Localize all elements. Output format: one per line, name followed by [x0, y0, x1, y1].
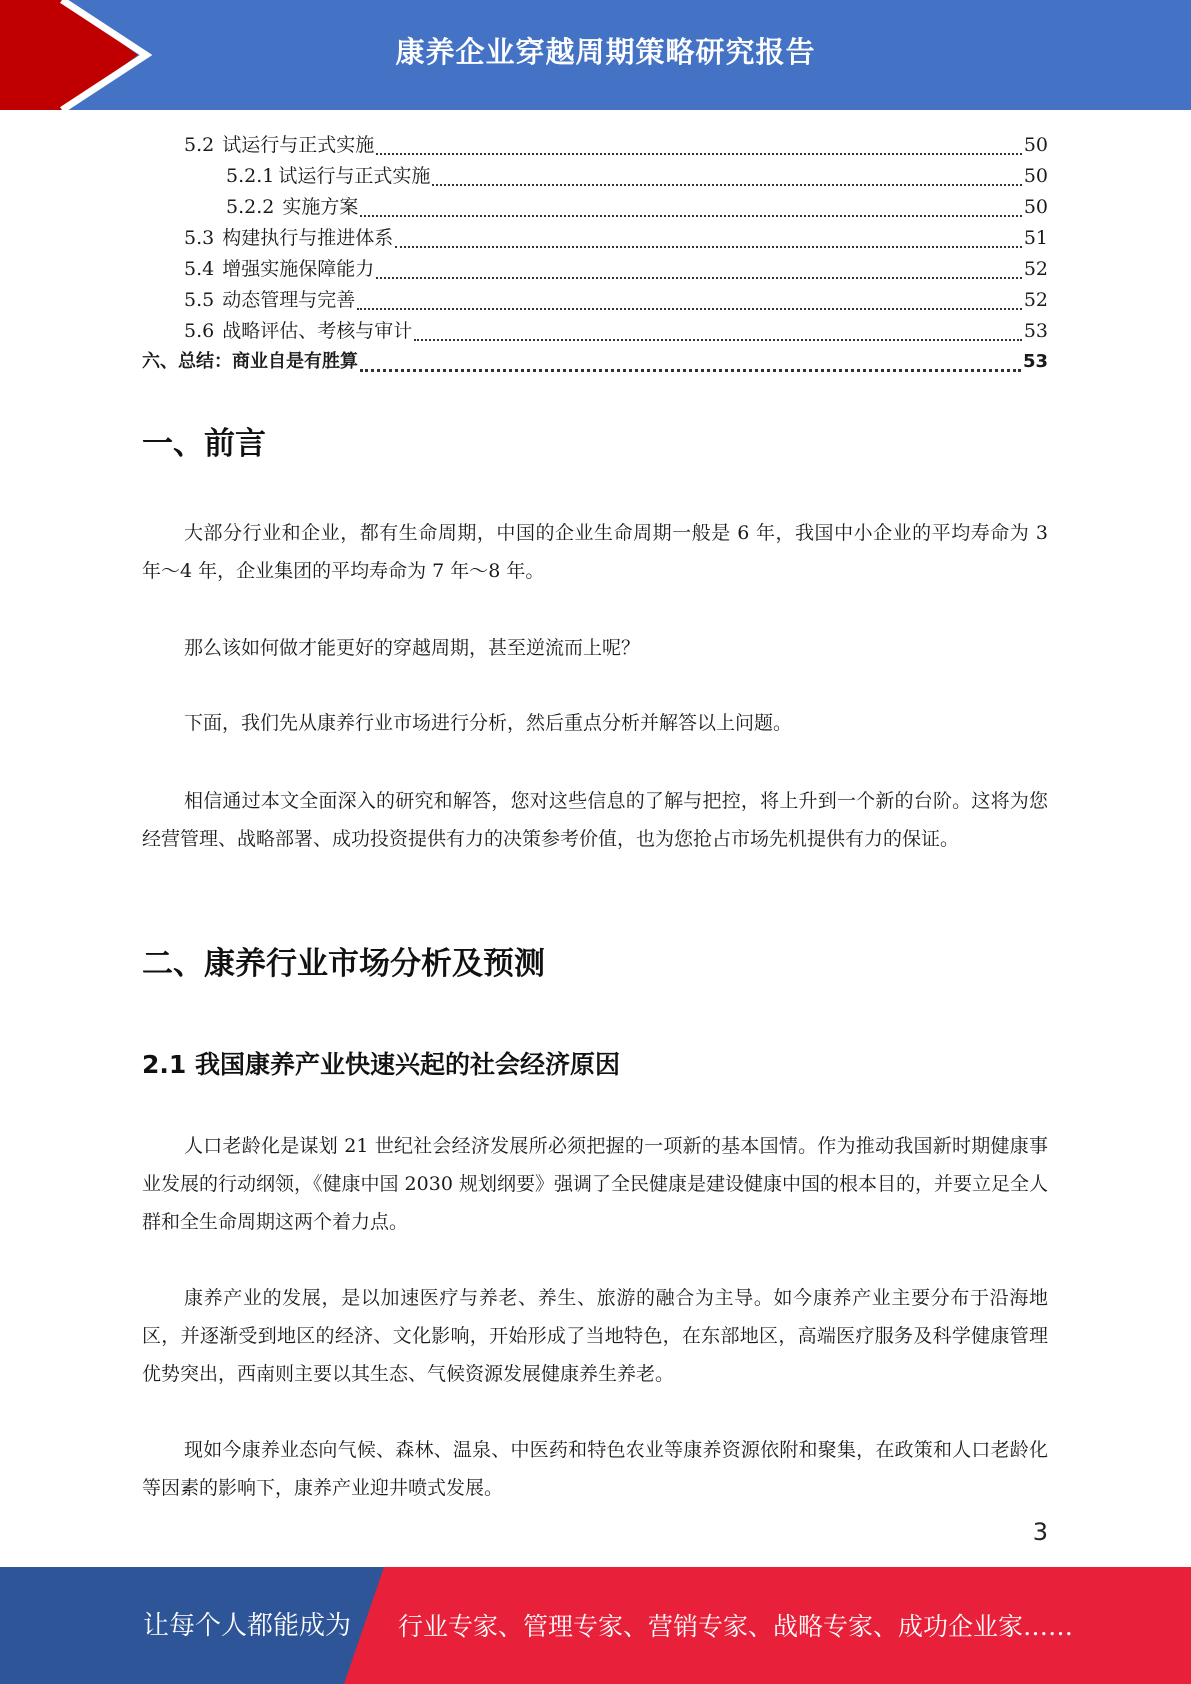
section-heading: 一、前言	[142, 426, 266, 462]
toc-entry[interactable]	[142, 254, 1048, 285]
toc-label: 战略评估、考核与审计	[222, 320, 413, 342]
toc-page: 50	[1023, 134, 1048, 156]
toc-page: 50	[1023, 165, 1048, 187]
body-paragraph: 下面，我们先从康养行业市场进行分析，然后重点分析并解答以上问题。	[184, 712, 793, 734]
toc-number: 5.2.2	[226, 196, 275, 218]
toc-page: 50	[1023, 196, 1048, 218]
toc-number: 5.2	[184, 134, 215, 156]
toc-entry[interactable]	[142, 285, 1048, 316]
section-heading: 二、康养行业市场分析及预测	[142, 946, 545, 982]
toc-leader	[360, 369, 1021, 372]
page-footer	[0, 1567, 1191, 1684]
body-paragraph: 那么该如何做才能更好的穿越周期，甚至逆流而上呢？	[184, 637, 641, 659]
toc-leader	[395, 246, 1022, 248]
toc-label: 试运行与正式实施	[222, 134, 375, 156]
toc-page: 52	[1023, 289, 1048, 311]
toc-entry[interactable]	[142, 130, 1048, 161]
toc-number: 5.6	[184, 320, 215, 342]
toc-leader	[357, 308, 1022, 310]
toc-entry[interactable]	[142, 161, 1048, 192]
toc-number: 5.2.1	[226, 165, 275, 187]
footer-slogan-right: 行业专家、管理专家、营销专家、战略专家、成功企业家……	[398, 1612, 1074, 1641]
toc-page: 53	[1022, 351, 1048, 372]
page-header	[0, 0, 1191, 110]
toc-label: 增强实施保障能力	[222, 258, 375, 280]
toc-leader	[432, 184, 1021, 186]
body-paragraph: 相信通过本文全面深入的研究和解答，您对这些信息的了解与把控，将上升到一个新的台阶。这将为您经营管理、战略部署、成功投资提供有力的决策参考价值，也为您抢占市场先机提供有力的保证。	[142, 790, 1048, 850]
footer-slogan-left: 让每个人都能成为	[143, 1611, 352, 1641]
page-number: 3	[1032, 1518, 1048, 1546]
body-paragraph: 现如今康养业态向气候、森林、温泉、中医药和特色农业等康养资源依附和聚集，在政策和人口老龄化等因素的影响下，康养产业迎井喷式发展。	[142, 1439, 1048, 1499]
toc-label: 实施方案	[282, 196, 359, 218]
toc-label: 六、总结：商业自是有胜算	[142, 351, 358, 372]
body-paragraph: 人口老龄化是谋划 21 世纪社会经济发展所必须把握的一项新的基本国情。作为推动我国新时期健康事业发展的行动纲领，《健康中国 2030 规划纲要》强调了全民健康是建设健康中国的根本目的，并要立足全人群和全生命周期这两个着力点。	[142, 1135, 1048, 1233]
toc-entry[interactable]	[142, 223, 1048, 254]
toc-page: 52	[1023, 258, 1048, 280]
toc-entry[interactable]	[142, 347, 1048, 378]
toc-label: 构建执行与推进体系	[222, 227, 394, 249]
toc-number: 5.5	[184, 289, 215, 311]
table-of-contents	[142, 130, 1048, 378]
toc-leader	[360, 215, 1021, 217]
report-title: 康养企业穿越周期策略研究报告	[395, 35, 816, 69]
toc-leader	[376, 153, 1022, 155]
toc-leader	[376, 277, 1022, 279]
toc-label: 试运行与正式实施	[278, 165, 431, 187]
toc-number: 5.3	[184, 227, 215, 249]
toc-page: 53	[1023, 320, 1048, 342]
toc-leader	[414, 339, 1022, 341]
body-paragraph: 大部分行业和企业，都有生命周期，中国的企业生命周期一般是 6 年，我国中小企业的平均寿命为 3 年～4 年，企业集团的平均寿命为 7 年～8 年。	[142, 522, 1048, 582]
toc-label: 动态管理与完善	[222, 289, 356, 311]
toc-entry[interactable]	[142, 316, 1048, 347]
body-paragraph: 康养产业的发展，是以加速医疗与养老、养生、旅游的融合为主导。如今康养产业主要分布于沿海地区，并逐渐受到地区的经济、文化影响，开始形成了当地特色，在东部地区，高端医疗服务及科学健康管理优势突出，西南则主要以其生态、气候资源发展健康养生养老。	[142, 1287, 1048, 1385]
toc-page: 51	[1023, 227, 1048, 249]
toc-number: 5.4	[184, 258, 215, 280]
subsection-heading: 2.1 我国康养产业快速兴起的社会经济原因	[142, 1050, 620, 1079]
toc-entry[interactable]	[142, 192, 1048, 223]
